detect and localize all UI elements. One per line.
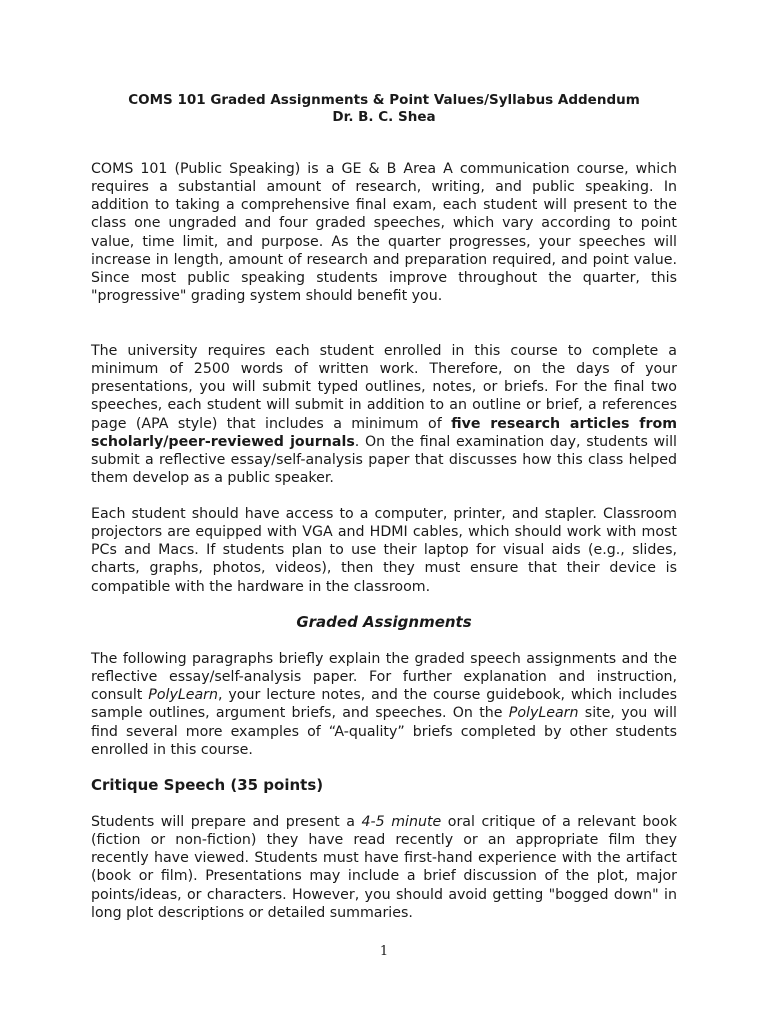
graded-paragraph-part-c: site, you will find several more examples of “A-quality” briefs completed by other students enrolled in this course. (91, 705, 677, 758)
graded-assignments-paragraph (91, 650, 677, 759)
polylearn-reference: PolyLearn (508, 705, 579, 722)
graded-assignments-heading: Graded Assignments (296, 613, 472, 631)
intro-paragraph-2 (91, 342, 677, 487)
critique-speech-paragraph (91, 813, 677, 922)
graded-paragraph-part-b: , your lecture notes, and the course guidebook, which includes sample outlines, argument briefs, and speeches. On the (91, 687, 677, 722)
intro-paragraph-2-part-a: The university requires each student enrolled in this course to complete a minimum of 2500 words of written work. Therefore, on the days of your presentations, you will submit typed outlines, notes, or briefs. For the final two speeches, each student will submit in addition to an outline or brief, a references page (APA style) that includes a minimum of (91, 343, 677, 432)
document-title: COMS 101 Graded Assignments & Point Values/Syllabus Addendum (128, 92, 640, 108)
intro-paragraph-3 (91, 505, 677, 596)
intro-paragraph-1-text: COMS 101 (Public Speaking) is a GE & B Area A communication course, which requires a substantial amount of research, writing, and public speaking. In addition to taking a comprehensive final exam, each student will present to the class one ungraded and four graded speeches, which vary according to point value, time limit, and purpose. As the quarter progresses, your speeches will increase in length, amount of research and preparation required, and point value. Since most public speaking students improve throughout the quarter, this "progressive" grading system should benefit you. (91, 161, 677, 305)
document-author: Dr. B. C. Shea (332, 109, 436, 125)
intro-paragraph-2-part-b: . On the final examination day, students will submit a reflective essay/self-analysis paper that discusses how this class helped them develop as a public speaker. (91, 433, 677, 487)
page-number: 1 (379, 944, 389, 959)
critique-speech-paragraph-text (91, 813, 677, 922)
critique-speech-heading: Critique Speech (35 points) (91, 776, 324, 794)
research-requirement-emphasis: five research articles from scholarly/peer-reviewed journals (91, 415, 677, 450)
graded-paragraph-part-a: The following paragraphs briefly explain the graded speech assignments and the reflective essay/self-analysis paper. For further explanation and instruction, consult (91, 651, 677, 704)
critique-paragraph-part-b: oral critique of a relevant book (fiction or non-fiction) they have read recently or an appropriate film they recently have viewed. Students must have first-hand experience with the artifact (book or film). Presentations may include a brief discussion of the plot, major points/ideas, or characters. However, you should avoid getting "bogged down" in long plot descriptions or detailed summaries. (91, 814, 678, 921)
graded-assignments-paragraph-text (91, 650, 677, 759)
polylearn-reference: PolyLearn (148, 687, 218, 704)
document-header (0, 92, 768, 126)
intro-paragraph-1 (91, 160, 677, 305)
intro-paragraph-3-text: Each student should have access to a computer, printer, and stapler. Classroom projectors are equipped with VGA and HDMI cables, which should work with most PCs and Macs. If students plan to use their laptop for visual aids (e.g., slides, charts, graphs, photos, videos), then they must ensure that their device is compatible with the hardware in the classroom. (91, 506, 677, 595)
intro-paragraph-2-text (91, 342, 677, 487)
time-limit-emphasis: 4-5 minute (361, 814, 442, 830)
critique-paragraph-part-a: Students will prepare and present a (91, 814, 362, 830)
